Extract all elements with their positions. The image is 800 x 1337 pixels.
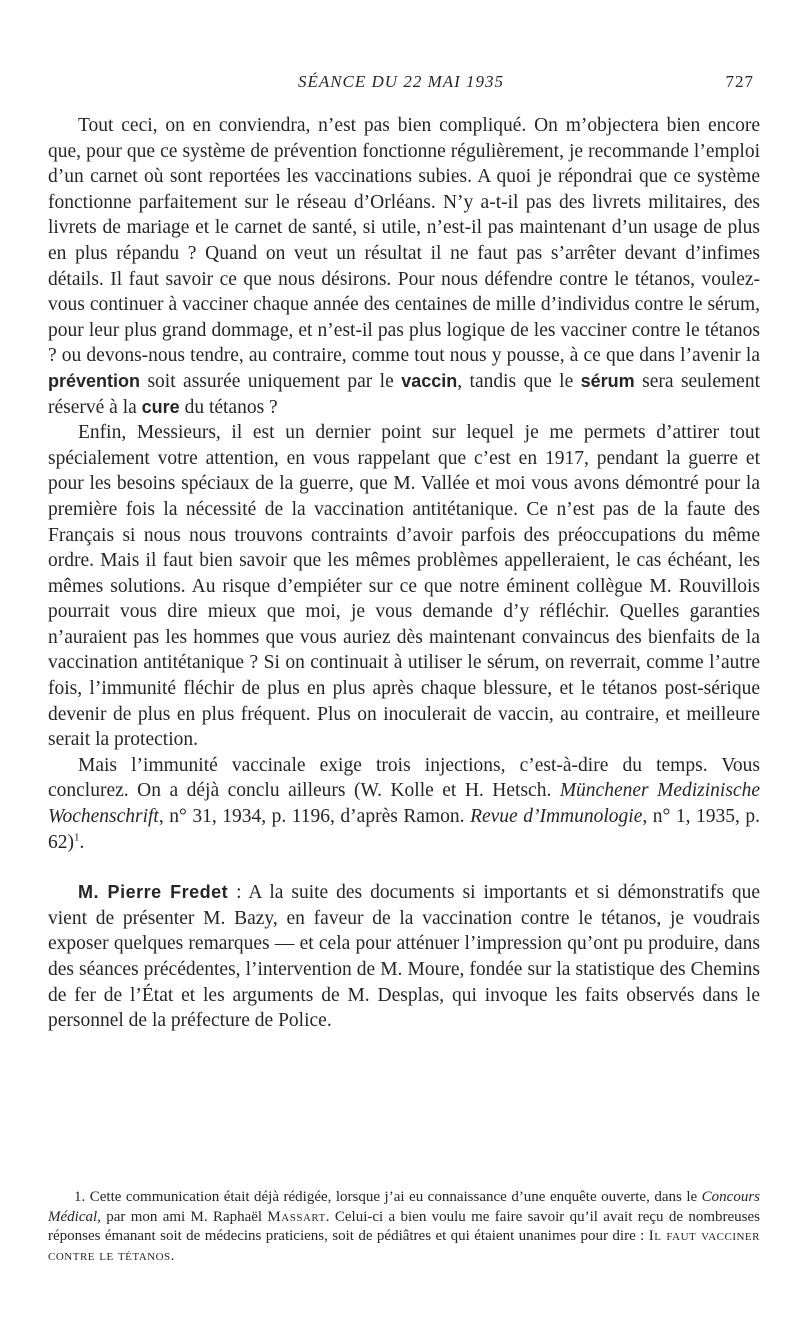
term-vaccin: vaccin <box>401 370 458 391</box>
header-title: SÉANCE DU 22 MAI 1935 <box>297 72 505 91</box>
journal-title-munchener: Münchener Medizinische Wochenschrift <box>48 780 760 828</box>
term-cure: cure <box>141 396 180 417</box>
paragraph-3: Mais l’immunité vaccinale exige trois injections, c’est-à-dire du temps. Vous conclurez. On a déjà conclu ailleurs (W. Kolle et H. Hetsch. Münchener Medizinische Wochenschrift, n° 31, 1934, p. 1196, d’après Ramon. Revue d’Immunologie, n° 1, 1935, p. 62)$^1$. <box>48 754 760 853</box>
paragraph-1: Tout ceci, on en conviendra, n’est pas bien compliqué. On m’objectera bien encore que, pour que ce système de prévention fonctionne régulièrement, je recommande l’emploi d’un carnet où sont reportées les vaccinations subies. A quoi je répondrai que ce système fonctionne parfaitement sur le réseau d’Orléans. N’y a-t-il pas des livrets militaires, des livrets de mariage et le carnet de santé, si utile, n’est-il pas maintenant d’un usage de plus en plus répandu ? Quand on veut un résultat il ne faut pas s’arrêter devant d’infimes détails. Il faut savoir ce que nous désirons. Pour nous défendre contre le tétanos, voulez-vous continuer à vacciner chaque année des centaines de mille d’individus contre le sérum, pour leur plus grand dommage, et n’est-il pas plus logique de les vacciner contre le tétanos ? ou devons-nous tendre, au contraire, comme tout nous y pousse, à ce que dans l’avenir la prévention soit assurée uniquement par le vaccin, tandis que le sérum sera seulement réservé à la cure du tétanos ? <box>48 115 760 418</box>
paragraph-4: M. Pierre Fredet : A la suite des documents si importants et si démonstratifs que vient de présenter M. Bazy, en faveur de la vaccination contre le tétanos, je voudrais exposer quelques remarques — et cela pour atténuer l’impression qu’ont pu produire, dans des séances précédentes, l’intervention de M. Moure, fondée sur la statistique des Chemins de fer de l’État et les arguments de M. Desplas, qui invoque les faits observés dans le personnel de la préfecture de Police. <box>48 882 760 1032</box>
running-header <box>48 72 754 96</box>
body-text <box>48 113 760 1034</box>
journal-title-revue: Revue d’Immunologie <box>470 806 643 828</box>
footnote-marker: 1 <box>74 831 80 844</box>
page-number: 727 <box>725 72 754 91</box>
term-serum: sérum <box>580 370 635 391</box>
footnote: 1. Cette communication était déjà rédigée, lorsque j’ai eu connaissance d’une enquête ouverte, dans le Concours Médical, par mon ami M. Raphaël Massart. Celui-ci a bien voulu me faire savoir qu’il avait reçu de nombreuses réponses émanant soit de médecins praticiens, soit de pédiâtres et qui étaient unanimes pour dire : Il faut vacciner contre le tétanos. <box>48 1189 760 1264</box>
paragraph-2: Enfin, Messieurs, il est un dernier point sur lequel je me permets d’attirer tout spécialement votre attention, en vous rappelant que c’est en 1917, pendant la guerre et pour les besoins spéciaux de la guerre, que M. Vallée et moi vous avons démontré pour la première fois la nécessité de la vaccination antitétanique. Ce n’est pas de la faute des Français si nous nous trouvons contraints d’avoir parfois des préoccupations du même ordre. Mais il faut bien savoir que les mêmes problèmes appelleraient, le cas échéant, les mêmes solutions. Au risque d’empiéter sur ce que notre éminent collègue M. Rouvillois pourrait vous dire mieux que moi, je vous demande d’y réfléchir. Quelles garanties n’auraient pas les hommes que vous auriez dès maintenant convaincus des bienfaits de la vaccination antitétanique ? Si on continuait à utiliser le sérum, on reverrait, comme l’autre fois, l’immunité fléchir de plus en plus après chaque blessure, et le tétanos post-sérique devenir de plus en plus fréquent. Plus on inoculerait de vaccin, au contraire, et meilleure serait la protection. <box>48 422 760 751</box>
term-prevention: prévention <box>48 370 141 391</box>
speaker-name: M. Pierre Fredet <box>78 882 229 903</box>
